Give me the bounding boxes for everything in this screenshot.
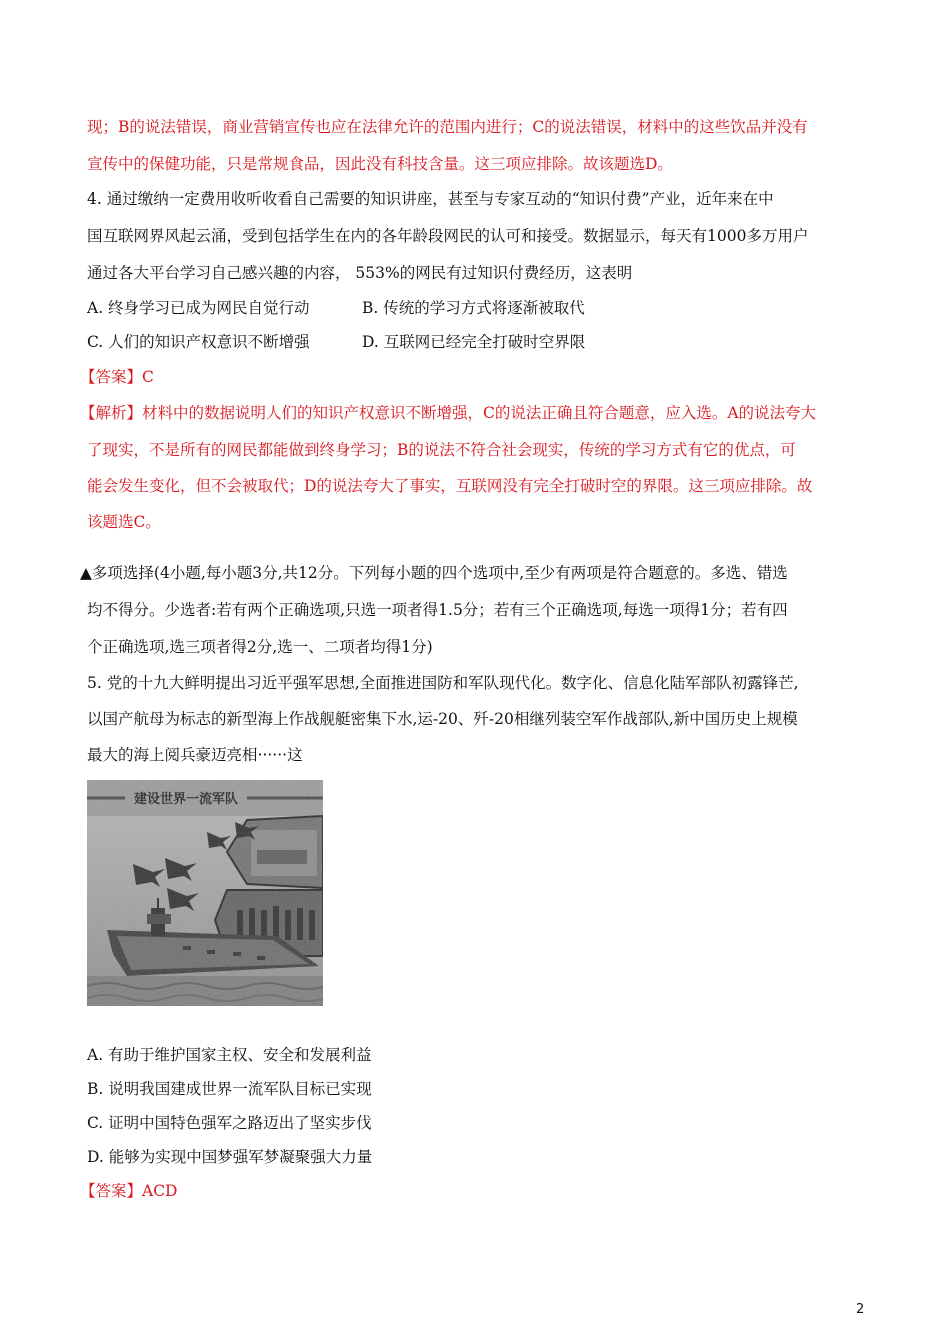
aircraft-carrier-poster-image bbox=[87, 780, 323, 1006]
analysis-line: 该题选C。 bbox=[87, 513, 161, 531]
option-a: A. 终身学习已成为网民自觉行动 bbox=[87, 299, 310, 317]
analysis-line: 现；B的说法错误，商业营销宣传也应在法律允许的范围内进行；C的说法错误，材料中的这些饮品并没有 bbox=[87, 118, 808, 136]
question-stem-line: 以国产航母为标志的新型海上作战舰艇密集下水,运-20、歼-20相继列装空军作战部队,新中国历史上规模 bbox=[87, 710, 798, 728]
analysis-line: 宣传中的保健功能，只是常规食品，因此没有科技含量。这三项应排除。故该题选D。 bbox=[87, 155, 673, 173]
option-d: D. 互联网已经完全打破时空界限 bbox=[362, 333, 586, 351]
analysis-line: 能会发生变化，但不会被取代；D的说法夸大了事实，互联网没有完全打破时空的界限。这三项应排除。故 bbox=[87, 477, 813, 495]
analysis-line: 【解析】材料中的数据说明人们的知识产权意识不断增强，C的说法正确且符合题意，应入选。A的说法夸大 bbox=[80, 404, 817, 422]
section-header-line: 均不得分。少选者:若有两个正确选项,只选一项者得1.5分；若有三个正确选项,每选一项得1分；若有四 bbox=[87, 601, 788, 619]
answer: 【答案】C bbox=[80, 368, 154, 386]
question-stem-line: 最大的海上阅兵豪迈亮相······这 bbox=[87, 746, 303, 764]
option-b: B. 传统的学习方式将逐渐被取代 bbox=[362, 299, 585, 317]
analysis-line: 了现实，不是所有的网民都能做到终身学习；B的说法不符合社会现实，传统的学习方式有它的优点，可 bbox=[87, 441, 796, 459]
option-d: D. 能够为实现中国梦强军梦凝聚强大力量 bbox=[87, 1148, 373, 1166]
question-stem-line: 5. 党的十九大鲜明提出习近平强军思想,全面推进国防和军队现代化。数字化、信息化陆军部队初露锋芒, bbox=[87, 674, 799, 692]
question-stem-line: 通过各大平台学习自己感兴趣的内容， 553%的网民有过知识付费经历，这表明 bbox=[87, 264, 633, 282]
section-header-line: 个正确选项,选三项者得2分,选一、二项者均得1分) bbox=[87, 638, 433, 656]
option-a: A. 有助于维护国家主权、安全和发展利益 bbox=[87, 1046, 372, 1064]
option-c: C. 证明中国特色强军之路迈出了坚实步伐 bbox=[87, 1114, 372, 1132]
poster-figure bbox=[87, 780, 323, 1006]
page-number: 2 bbox=[856, 1302, 865, 1317]
option-c: C. 人们的知识产权意识不断增强 bbox=[87, 333, 310, 351]
answer: 【答案】ACD bbox=[80, 1182, 178, 1200]
question-stem-line: 国互联网界风起云涌，受到包括学生在内的各年龄段网民的认可和接受。数据显示，每天有1000多万用户 bbox=[87, 227, 809, 245]
question-stem-line: 4. 通过缴纳一定费用收听收看自己需要的知识讲座，甚至与专家互动的“知识付费”产业，近年来在中 bbox=[87, 190, 774, 208]
option-b: B. 说明我国建成世界一流军队目标已实现 bbox=[87, 1080, 372, 1098]
section-header-line: ▲多项选择(4小题,每小题3分,共12分。下列每小题的四个选项中,至少有两项是符合题意的。多选、错选 bbox=[80, 564, 788, 582]
